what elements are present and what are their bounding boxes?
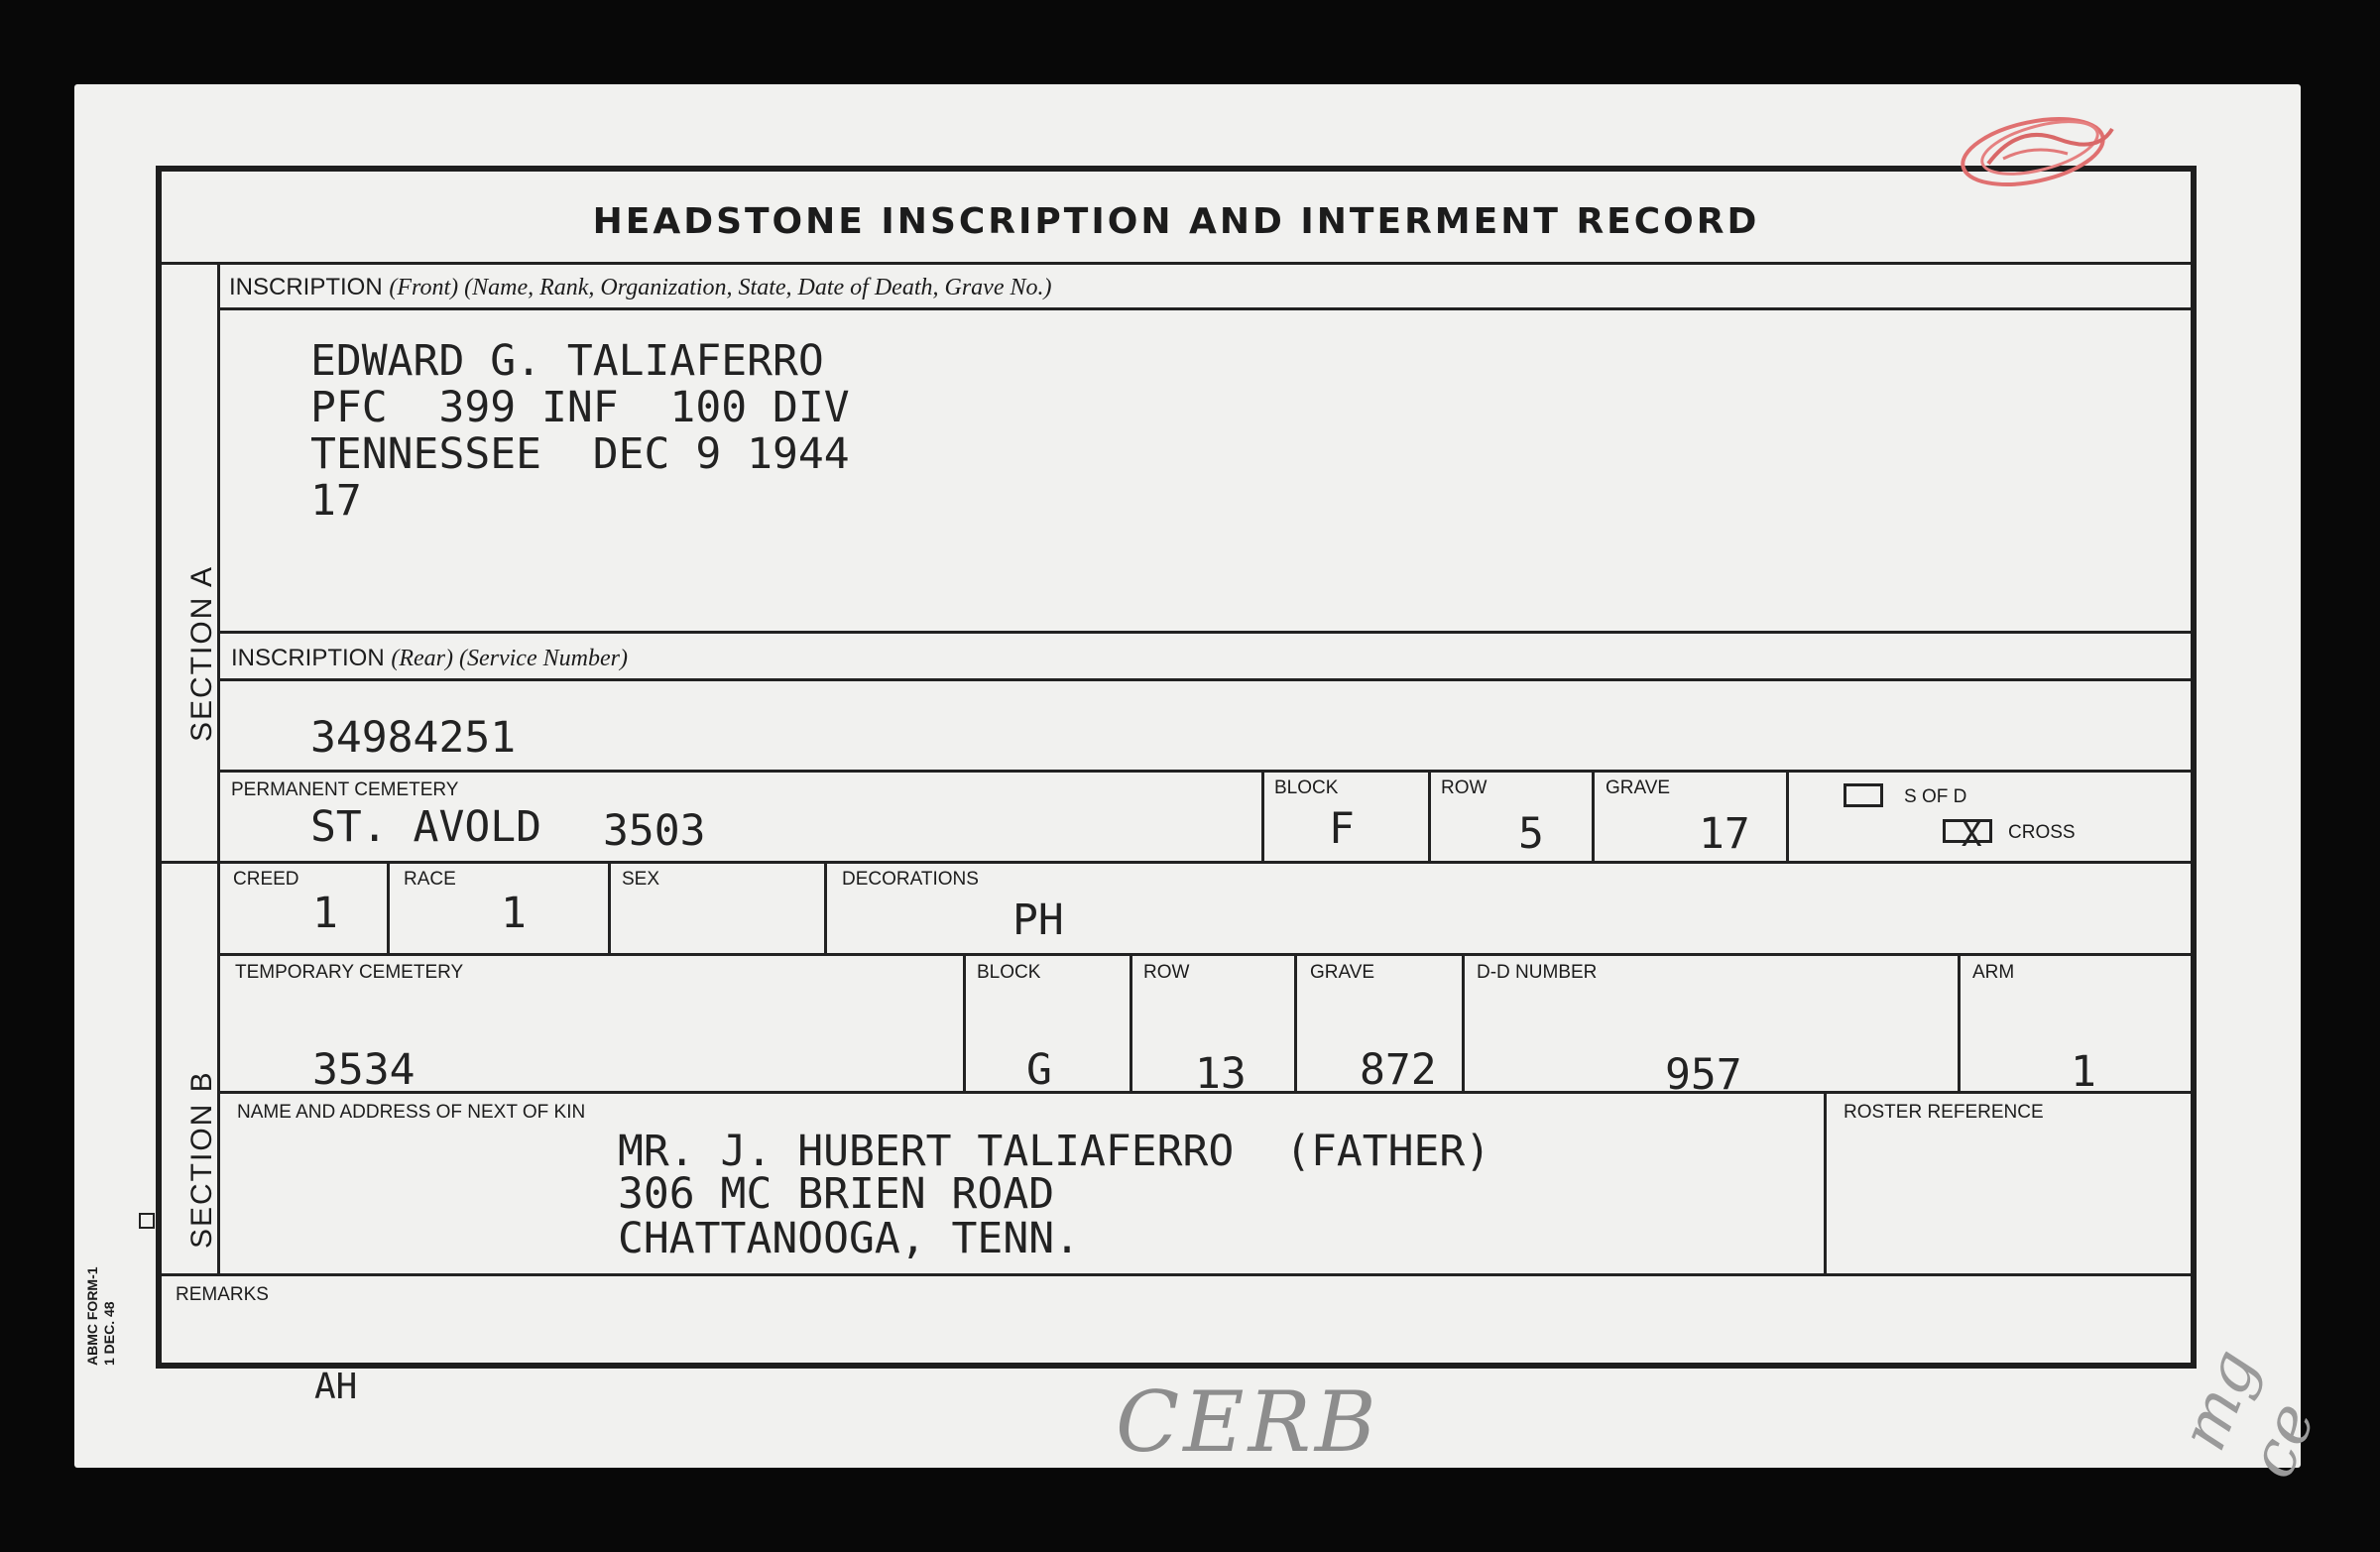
record-card bbox=[74, 84, 2330, 1489]
race: 1 bbox=[501, 889, 527, 938]
permanent-cemetery-label: PERMANENT CEMETERY bbox=[231, 779, 459, 800]
perm-block-label: BLOCK bbox=[1274, 777, 1339, 798]
arm-label: ARM bbox=[1972, 962, 2015, 983]
kin-line-3: CHATTANOOGA, TENN. bbox=[618, 1214, 1080, 1263]
rear-inscription-label: INSCRIPTION (Rear) (Service Number) bbox=[231, 645, 628, 671]
cross-check-mark: X bbox=[1962, 815, 1982, 855]
form-frame bbox=[156, 166, 2197, 1369]
form-title: HEADSTONE INSCRIPTION AND INTERMENT RECORD bbox=[592, 201, 1760, 242]
perm-block: F bbox=[1329, 804, 1355, 854]
handwritten-note: CERB bbox=[1116, 1373, 1380, 1471]
perm-row-label: ROW bbox=[1441, 777, 1488, 798]
handwritten-side-note: mg ce bbox=[2167, 1339, 2330, 1489]
s-of-d-label: S OF D bbox=[1904, 786, 1967, 807]
rear-top-rule bbox=[217, 631, 2191, 634]
temp-block: G bbox=[1026, 1045, 1052, 1095]
temp-row: 13 bbox=[1195, 1049, 1247, 1099]
temp-top-rule bbox=[217, 953, 2191, 956]
front-line-4: 17 bbox=[310, 476, 362, 526]
front-line-3: TENNESSEE DEC 9 1944 bbox=[310, 429, 850, 479]
arm: 1 bbox=[2071, 1047, 2096, 1097]
section-divider bbox=[162, 861, 2191, 864]
perm-grave: 17 bbox=[1699, 809, 1750, 859]
decorations-label: DECORATIONS bbox=[842, 869, 979, 890]
kin-line-2: 306 MC BRIEN ROAD bbox=[618, 1169, 1055, 1219]
decorations: PH bbox=[1012, 895, 1064, 945]
section-b-label: SECTION B bbox=[185, 1070, 218, 1249]
red-ink-stamp bbox=[1949, 104, 2127, 198]
s-of-d-checkbox[interactable] bbox=[1844, 783, 1883, 807]
service-number: 34984251 bbox=[310, 713, 517, 763]
front-line-1: EDWARD G. TALIAFERRO bbox=[310, 336, 824, 386]
next-of-kin-label: NAME AND ADDRESS OF NEXT OF KIN bbox=[237, 1102, 586, 1123]
perm-row: 5 bbox=[1518, 809, 1544, 859]
temp-grave-label: GRAVE bbox=[1310, 962, 1375, 983]
dd-number-label: D-D NUMBER bbox=[1477, 962, 1598, 983]
roster-reference-label: ROSTER REFERENCE bbox=[1844, 1102, 2044, 1123]
title-rule bbox=[162, 262, 2191, 265]
form-margin-checkbox bbox=[139, 1213, 155, 1229]
permanent-cemetery-code: 3503 bbox=[603, 806, 706, 856]
rear-label-rule bbox=[217, 678, 2191, 681]
front-label-rule bbox=[217, 307, 2191, 310]
sex-label: SEX bbox=[622, 869, 660, 890]
temp-row-label: ROW bbox=[1143, 962, 1190, 983]
permanent-cemetery: ST. AVOLD bbox=[310, 802, 541, 852]
temporary-cemetery-label: TEMPORARY CEMETERY bbox=[235, 962, 464, 983]
temp-grave: 872 bbox=[1360, 1045, 1437, 1095]
temp-block-label: BLOCK bbox=[977, 962, 1041, 983]
remarks-top-rule bbox=[162, 1273, 2191, 1276]
front-inscription-label: INSCRIPTION (Front) (Name, Rank, Organization, State, Date of Death, Grave No.) bbox=[229, 274, 1052, 300]
cemetery-top-rule bbox=[217, 770, 2191, 773]
perm-grave-label: GRAVE bbox=[1606, 777, 1671, 798]
front-line-2: PFC 399 INF 100 DIV bbox=[310, 383, 850, 432]
remarks-label: REMARKS bbox=[176, 1284, 269, 1305]
cross-label: CROSS bbox=[2008, 822, 2076, 843]
dd-number: 957 bbox=[1665, 1050, 1742, 1100]
form-number: ABMC FORM-1 1 DEC. 48 bbox=[84, 1266, 117, 1366]
race-label: RACE bbox=[404, 869, 456, 890]
below-form-initials: AH bbox=[314, 1367, 358, 1407]
section-a-label: SECTION A bbox=[185, 564, 218, 742]
creed-label: CREED bbox=[233, 869, 299, 890]
temporary-cemetery: 3534 bbox=[312, 1045, 416, 1095]
kin-line-1: MR. J. HUBERT TALIAFERRO (FATHER) bbox=[618, 1127, 1491, 1176]
creed: 1 bbox=[312, 889, 338, 938]
